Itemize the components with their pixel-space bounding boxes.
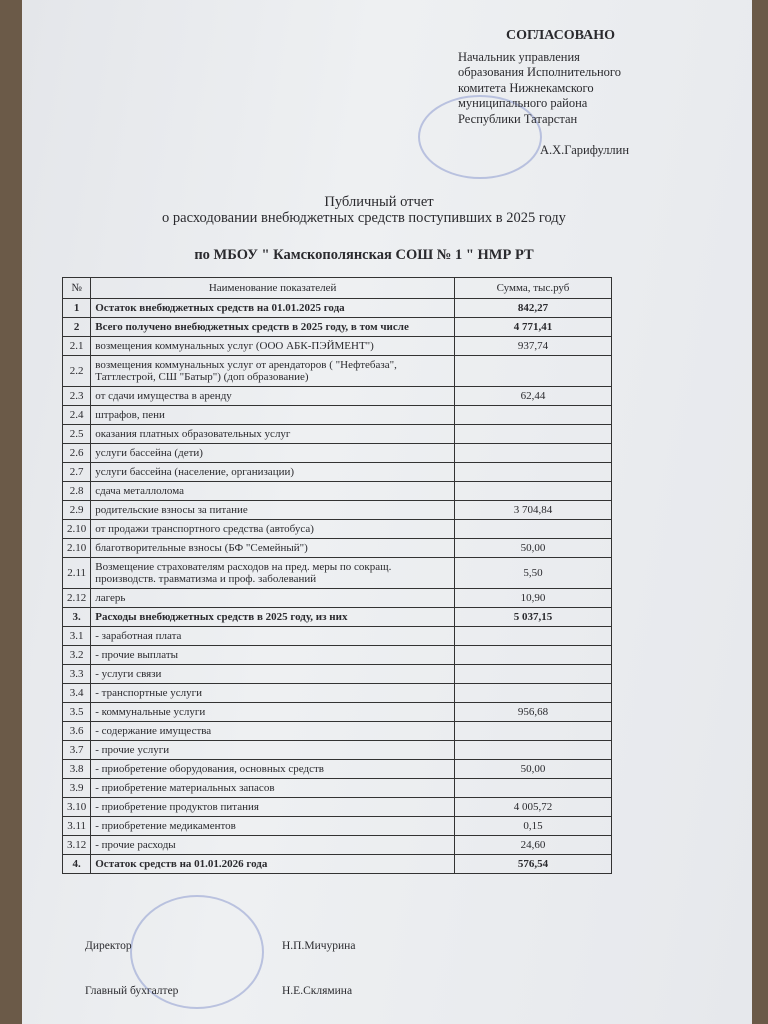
table-row [63,299,612,318]
row-sum: 0,15 [455,817,612,836]
row-sum: 842,27 [455,299,612,318]
row-sum [455,646,612,665]
row-name: услуги бассейна (дети) [91,444,455,463]
table-row [63,855,612,874]
row-number: 2.10 [63,539,91,558]
row-sum: 4 005,72 [455,798,612,817]
row-name: Всего получено внебюджетных средств в 2025 году, в том числе [91,318,455,337]
row-sum [455,520,612,539]
accountant-name: Н.Е.Склямина [282,985,353,997]
row-name: родительские взносы за питание [91,501,455,520]
row-sum: 10,90 [455,589,612,608]
row-sum: 5,50 [455,558,612,589]
table-row [63,558,612,589]
row-sum [455,627,612,646]
row-name: Остаток средств на 01.01.2026 года [91,855,455,874]
row-number: 3.11 [63,817,91,836]
row-name: благотворительные взносы (БФ "Семейный") [91,539,455,558]
row-number: 3.12 [63,836,91,855]
row-number: 3.8 [63,760,91,779]
col-header-number: № [63,278,91,299]
col-header-sum: Сумма, тыс.руб [455,278,612,299]
row-number: 2.6 [63,444,91,463]
table-row [63,798,612,817]
row-name: - коммунальные услуги [91,703,455,722]
row-name: от сдачи имущества в аренду [91,387,455,406]
row-number: 2.5 [63,425,91,444]
row-name: - приобретение медикаментов [91,817,455,836]
row-name: лагерь [91,589,455,608]
row-name: Возмещение страхователям расходов на пред. меры по сокращ. производств. травматизма и проф. заболеваний [91,558,455,589]
row-sum: 956,68 [455,703,612,722]
row-sum [455,406,612,425]
report-title: Публичный отчет [324,194,434,210]
table-row [63,722,612,741]
approval-line: комитета Нижнекамского [458,80,594,95]
table-row [63,463,612,482]
director-name: Н.П.Мичурина [282,940,356,952]
row-name: Расходы внебюджетных средств в 2025 году, из них [91,608,455,627]
row-name: Остаток внебюджетных средств на 01.01.2025 года [91,299,455,318]
approval-line: Республики Татарстан [458,111,578,126]
row-number: 3. [63,608,91,627]
approval-signer: А.Х.Гарифуллин [540,143,630,157]
table-row [63,356,612,387]
row-number: 2.12 [63,589,91,608]
table-row [63,501,612,520]
row-name: - прочие услуги [91,741,455,760]
row-sum [455,779,612,798]
col-header-name: Наименование показателей [91,278,455,299]
table-row [63,337,612,356]
row-sum [455,444,612,463]
table-row [63,817,612,836]
table-row [63,684,612,703]
row-number: 3.1 [63,627,91,646]
row-number: 2.3 [63,387,91,406]
row-name: - приобретение материальных запасов [91,779,455,798]
row-sum [455,463,612,482]
row-number: 2 [63,318,91,337]
row-sum [455,741,612,760]
row-sum: 50,00 [455,539,612,558]
table-row [63,482,612,501]
row-number: 4. [63,855,91,874]
row-sum [455,684,612,703]
row-name: - услуги связи [91,665,455,684]
row-name: - приобретение оборудования, основных средств [91,760,455,779]
row-sum: 5 037,15 [455,608,612,627]
row-name: от продажи транспортного средства (автобуса) [91,520,455,539]
row-sum: 3 704,84 [455,501,612,520]
row-name: услуги бассейна (население, организации) [91,463,455,482]
row-number: 2.4 [63,406,91,425]
row-number: 2.2 [63,356,91,387]
table-row [63,760,612,779]
table-row [63,387,612,406]
row-sum [455,425,612,444]
row-sum [455,722,612,741]
approval-line: муниципального района [458,96,588,110]
approval-block [458,28,629,159]
table-header [63,278,612,299]
row-number: 3.9 [63,779,91,798]
director-label: Директор [85,940,132,952]
row-number: 3.2 [63,646,91,665]
row-name: - приобретение продуктов питания [91,798,455,817]
table-row [63,406,612,425]
table-row [63,318,612,337]
table-row [63,608,612,627]
row-name: оказания платных образовательных услуг [91,425,455,444]
row-name: - заработная плата [91,627,455,646]
row-number: 3.10 [63,798,91,817]
row-name: - прочие расходы [91,836,455,855]
table-row [63,665,612,684]
row-number: 3.3 [63,665,91,684]
row-name: сдача металлолома [91,482,455,501]
table-row [63,779,612,798]
row-sum [455,356,612,387]
report-table [62,277,612,874]
table-row [63,444,612,463]
row-sum: 50,00 [455,760,612,779]
row-name: - содержание имущества [91,722,455,741]
row-sum: 4 771,41 [455,318,612,337]
row-name: штрафов, пени [91,406,455,425]
accountant-label: Главный бухгалтер [85,985,179,997]
row-number: 2.9 [63,501,91,520]
row-name: возмещения коммунальных услуг от арендаторов ( "Нефтебаза", Таттлестрой, СШ "Батыр") (доп образование) [91,356,455,387]
row-number: 3.4 [63,684,91,703]
row-number: 2.8 [63,482,91,501]
row-number: 2.10 [63,520,91,539]
row-number: 3.5 [63,703,91,722]
row-number: 2.11 [63,558,91,589]
row-name: - прочие выплаты [91,646,455,665]
row-number: 3.6 [63,722,91,741]
row-sum [455,482,612,501]
table-row [63,836,612,855]
row-sum [455,665,612,684]
row-name: - транспортные услуги [91,684,455,703]
row-sum: 576,54 [455,855,612,874]
approval-title: СОГЛАСОВАНО [506,28,615,43]
organization-name: по МБОУ " Камскополянская СОШ № 1 " НМР РТ [194,247,534,263]
row-sum: 62,44 [455,387,612,406]
row-number: 2.1 [63,337,91,356]
row-sum: 24,60 [455,836,612,855]
report-subtitle: о расходовании внебюджетных средств поступивших в 2025 году [162,210,566,226]
row-number: 3.7 [63,741,91,760]
table-row [63,627,612,646]
table-row [63,703,612,722]
table-row [63,520,612,539]
table-row [63,741,612,760]
table-row [63,646,612,665]
table-row [63,589,612,608]
table-row [63,425,612,444]
table-row [63,539,612,558]
approval-line: образования Исполнительного [458,65,621,79]
approval-line: Начальник управления [458,49,580,64]
row-name: возмещения коммунальных услуг (ООО АБК-ПЭЙМЕНТ") [91,337,455,356]
row-number: 1 [63,299,91,318]
row-sum: 937,74 [455,337,612,356]
row-number: 2.7 [63,463,91,482]
